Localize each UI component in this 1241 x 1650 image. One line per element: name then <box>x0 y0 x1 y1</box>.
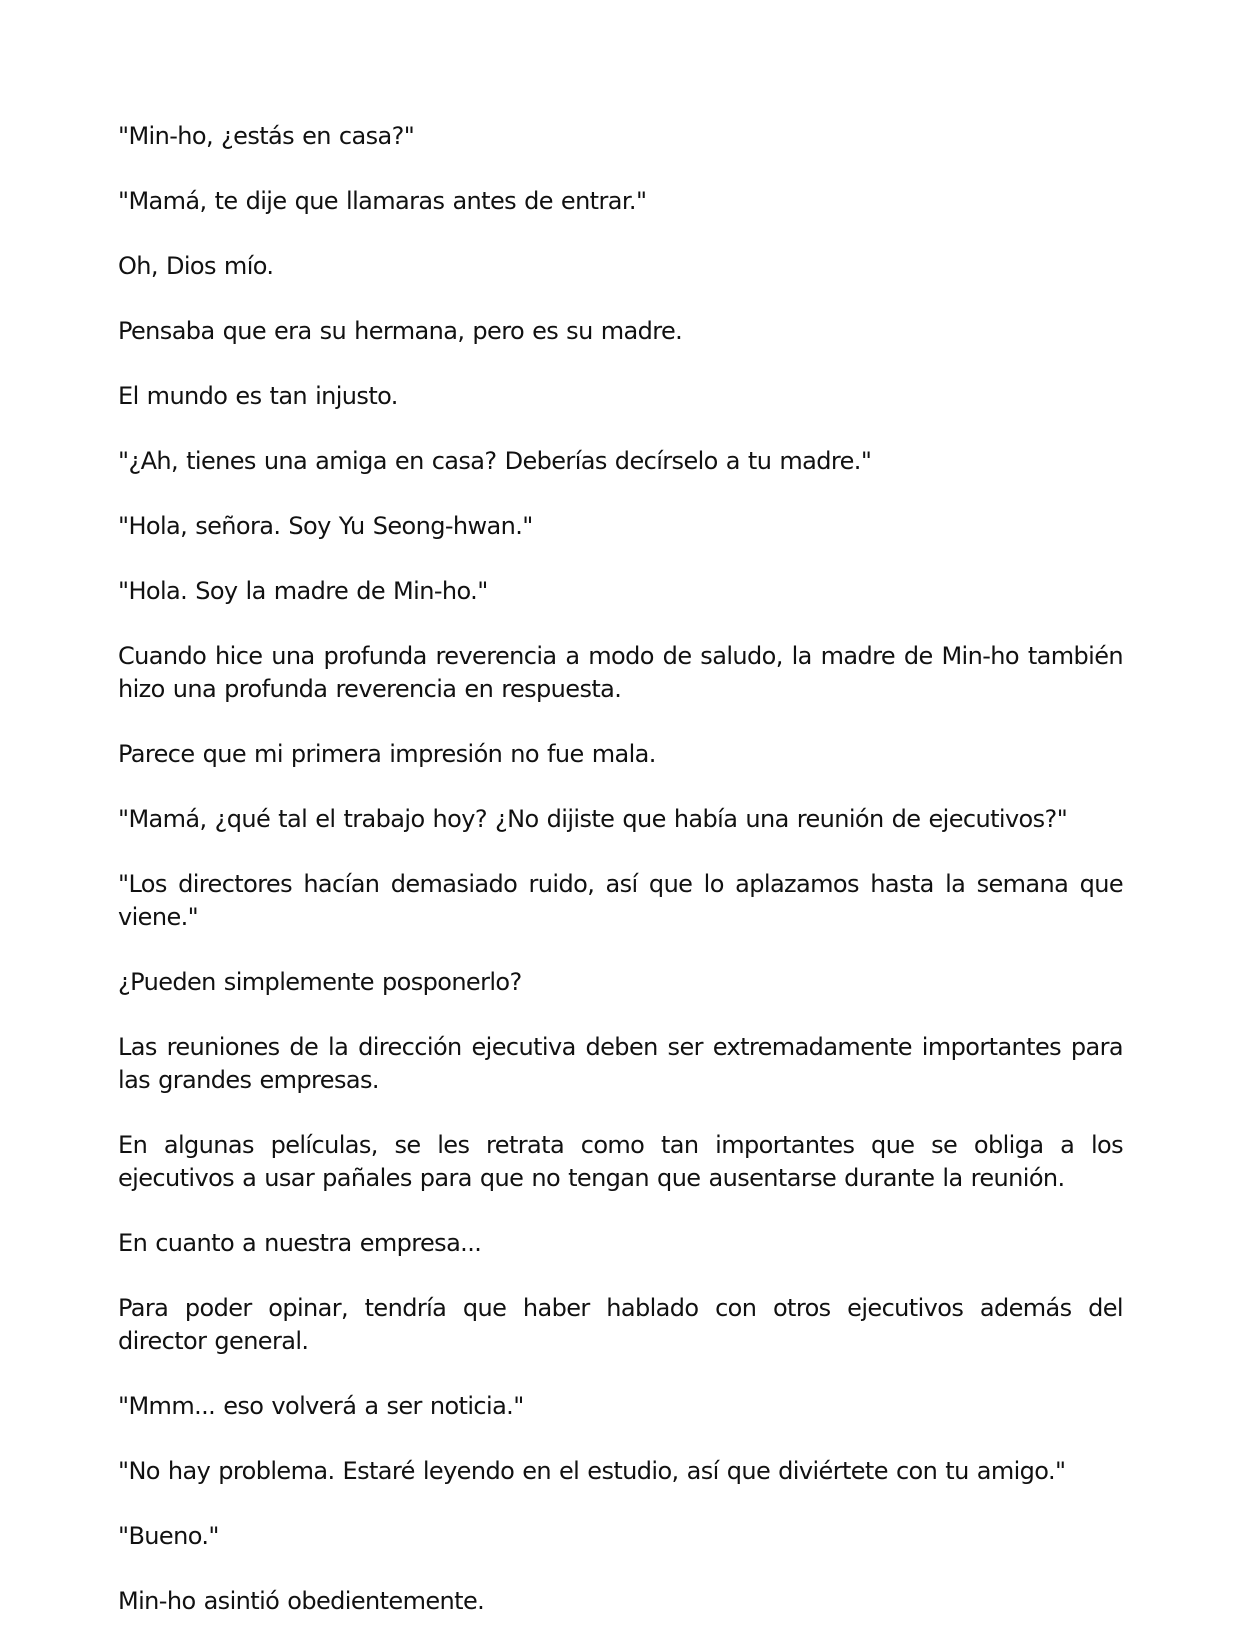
paragraph: Min-ho asintió obedientemente. <box>118 1587 485 1615</box>
paragraph: "¿Ah, tienes una amiga en casa? Deberías decírselo a tu madre." <box>118 447 872 475</box>
document-body <box>118 120 1123 1650</box>
paragraph: El mundo es tan injusto. <box>118 382 398 410</box>
paragraph: Para poder opinar, tendría que haber hablado con otros ejecutivos además del director general. <box>118 1294 1123 1355</box>
paragraph: "Mamá, ¿qué tal el trabajo hoy? ¿No dijiste que había una reunión de ejecutivos?" <box>118 805 1068 833</box>
paragraph: En algunas películas, se les retrata como tan importantes que se obliga a los ejecutivos a usar pañales para que no tengan que ausentarse durante la reunión. <box>118 1131 1123 1192</box>
paragraph: Pensaba que era su hermana, pero es su madre. <box>118 317 683 345</box>
paragraph: "Bueno." <box>118 1522 219 1550</box>
paragraph: "Mmm... eso volverá a ser noticia." <box>118 1392 524 1420</box>
paragraph: "Min-ho, ¿estás en casa?" <box>118 122 415 150</box>
paragraph: "Mamá, te dije que llamaras antes de entrar." <box>118 187 647 215</box>
paragraph: Oh, Dios mío. <box>118 252 274 280</box>
paragraph: Cuando hice una profunda reverencia a modo de saludo, la madre de Min-ho también hizo una profunda reverencia en respuesta. <box>118 642 1123 703</box>
paragraph: ¿Pueden simplemente posponerlo? <box>118 968 522 996</box>
paragraph: En cuanto a nuestra empresa... <box>118 1229 482 1257</box>
paragraph: Las reuniones de la dirección ejecutiva deben ser extremadamente importantes para las grandes empresas. <box>118 1033 1123 1094</box>
paragraph: "No hay problema. Estaré leyendo en el estudio, así que diviértete con tu amigo." <box>118 1457 1066 1485</box>
paragraph: "Hola. Soy la madre de Min-ho." <box>118 577 488 605</box>
paragraph: "Hola, señora. Soy Yu Seong-hwan." <box>118 512 533 540</box>
paragraph: Parece que mi primera impresión no fue mala. <box>118 740 656 768</box>
paragraph: "Los directores hacían demasiado ruido, así que lo aplazamos hasta la semana que viene." <box>118 870 1123 931</box>
